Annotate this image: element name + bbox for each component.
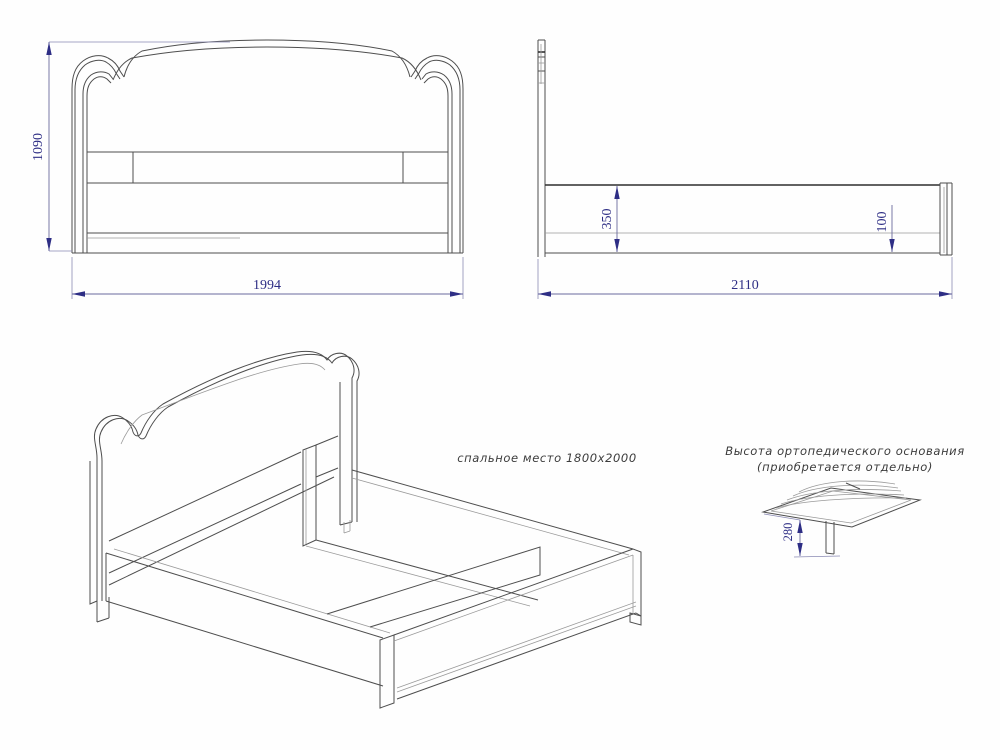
side-foot-post: [940, 183, 952, 255]
iso-footboard: [380, 549, 641, 708]
isometric-view-drawing: [90, 351, 641, 708]
iso-back-rail: [109, 436, 338, 573]
side-dimension-rail-height: [600, 186, 617, 252]
dim-base-height: 280: [781, 522, 795, 542]
iso-side-rail-near: [106, 549, 390, 686]
sleeping-area-label: спальное место 1800x2000: [457, 451, 637, 465]
orthopedic-base-detail: [725, 444, 965, 557]
side-dimension-foot-height: [875, 205, 892, 252]
dim-side-length: 2110: [731, 278, 759, 293]
side-view-drawing: [538, 40, 952, 299]
front-dimension-width: [72, 257, 463, 299]
headboard-front-outline: [72, 40, 463, 253]
front-dimension-height: [31, 42, 230, 251]
side-dimension-length: [538, 257, 952, 299]
iso-headboard: [90, 351, 359, 622]
base-detail-caption-line2: (приобретается отдельно): [756, 460, 934, 474]
front-view-drawing: [31, 40, 463, 299]
side-headboard-post: [538, 40, 545, 257]
dim-side-foot-height: 100: [875, 211, 890, 233]
base-detail-caption-line1: Высота ортопедического основания: [725, 444, 965, 458]
iso-cross-divider: [327, 547, 540, 627]
iso-center-support-board: [303, 445, 316, 546]
dim-side-rail-height: 350: [600, 208, 615, 230]
iso-side-rail-far: [352, 470, 633, 555]
base-dimension-height: [764, 514, 840, 557]
dim-front-height: 1090: [31, 133, 46, 161]
headboard-front-panel-lines: [72, 152, 463, 253]
dim-front-width: 1994: [253, 278, 281, 293]
